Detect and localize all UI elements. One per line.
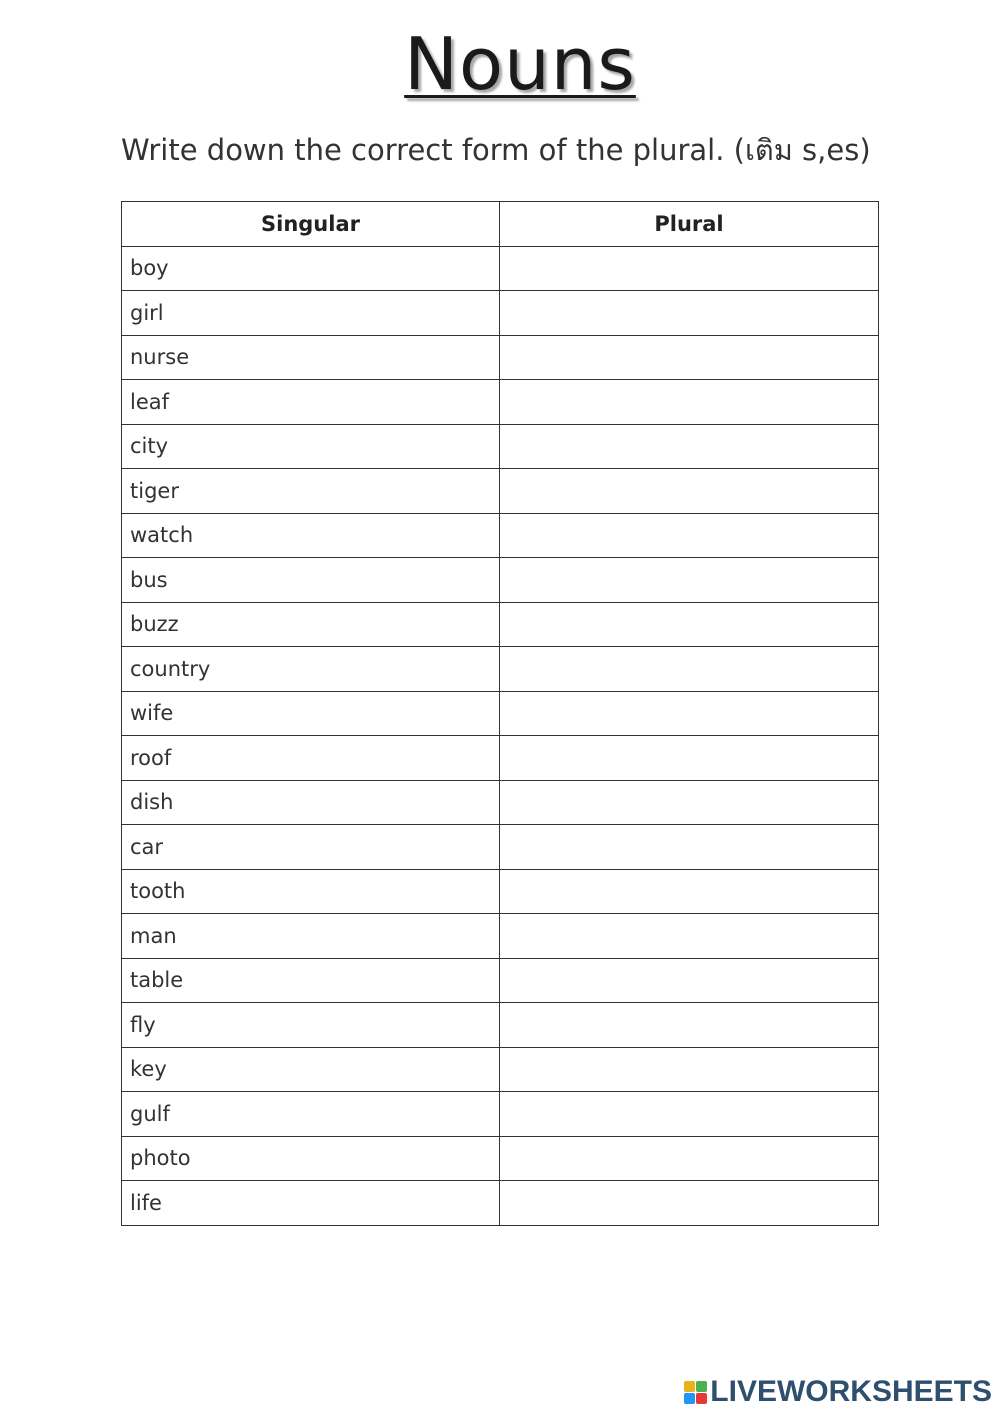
plural-answer-cell[interactable] [500, 825, 879, 870]
table-row [122, 1003, 879, 1048]
table-row [122, 335, 879, 380]
logo-square [696, 1381, 707, 1392]
instruction-text: Write down the correct form of the plural. (เติม s,es) [121, 133, 871, 167]
plural-answer-cell[interactable] [500, 380, 879, 425]
table-row [122, 1047, 879, 1092]
table-row [122, 246, 879, 291]
singular-cell: bus [122, 558, 500, 603]
plural-answer-cell[interactable] [500, 335, 879, 380]
plural-answer-cell[interactable] [500, 1003, 879, 1048]
plural-answer-cell[interactable] [500, 291, 879, 336]
plural-table [121, 201, 879, 1226]
plural-answer-cell[interactable] [500, 691, 879, 736]
table-body [122, 246, 879, 1225]
plural-answer-cell[interactable] [500, 780, 879, 825]
table-row [122, 291, 879, 336]
plural-answer-cell[interactable] [500, 914, 879, 959]
singular-cell: gulf [122, 1092, 500, 1137]
singular-cell: car [122, 825, 500, 870]
singular-cell: dish [122, 780, 500, 825]
brand-text: LIVEWORKSHEETS [710, 1375, 992, 1408]
table-row [122, 914, 879, 959]
singular-cell: tiger [122, 469, 500, 514]
table-row [122, 1181, 879, 1226]
singular-cell: leaf [122, 380, 500, 425]
table-row [122, 1092, 879, 1137]
plural-answer-cell[interactable] [500, 958, 879, 1003]
liveworksheets-brand [684, 1375, 992, 1409]
singular-cell: buzz [122, 602, 500, 647]
table-row [122, 958, 879, 1003]
logo-square [684, 1393, 695, 1404]
plural-answer-cell[interactable] [500, 513, 879, 558]
singular-cell: tooth [122, 869, 500, 914]
plural-answer-cell[interactable] [500, 424, 879, 469]
plural-answer-cell[interactable] [500, 1136, 879, 1181]
singular-cell: roof [122, 736, 500, 781]
header-plural: Plural [500, 202, 879, 247]
plural-answer-cell[interactable] [500, 736, 879, 781]
singular-cell: life [122, 1181, 500, 1226]
plural-answer-cell[interactable] [500, 1092, 879, 1137]
singular-cell: photo [122, 1136, 500, 1181]
table-row [122, 602, 879, 647]
plural-answer-cell[interactable] [500, 246, 879, 291]
table-row [122, 1136, 879, 1181]
worksheet-title: Nouns [404, 22, 636, 106]
table-row [122, 825, 879, 870]
singular-cell: man [122, 914, 500, 959]
table-row [122, 691, 879, 736]
logo-square [684, 1381, 695, 1392]
plural-answer-cell[interactable] [500, 869, 879, 914]
plural-answer-cell[interactable] [500, 602, 879, 647]
singular-cell: boy [122, 246, 500, 291]
singular-cell: city [122, 424, 500, 469]
plural-answer-cell[interactable] [500, 1181, 879, 1226]
singular-cell: girl [122, 291, 500, 336]
plural-answer-cell[interactable] [500, 647, 879, 692]
singular-cell: table [122, 958, 500, 1003]
table-row [122, 513, 879, 558]
table-row [122, 736, 879, 781]
table-row [122, 424, 879, 469]
logo-square [696, 1393, 707, 1404]
singular-cell: watch [122, 513, 500, 558]
singular-cell: country [122, 647, 500, 692]
table-row [122, 558, 879, 603]
singular-cell: wife [122, 691, 500, 736]
plural-answer-cell[interactable] [500, 1047, 879, 1092]
table-row [122, 647, 879, 692]
singular-cell: nurse [122, 335, 500, 380]
liveworksheets-logo-icon [684, 1381, 707, 1404]
table-row [122, 380, 879, 425]
singular-cell: fly [122, 1003, 500, 1048]
table-row [122, 469, 879, 514]
table-header-row [122, 202, 879, 247]
table-row [122, 780, 879, 825]
plural-answer-cell[interactable] [500, 469, 879, 514]
header-singular: Singular [122, 202, 500, 247]
singular-cell: key [122, 1047, 500, 1092]
table-row [122, 869, 879, 914]
plural-answer-cell[interactable] [500, 558, 879, 603]
